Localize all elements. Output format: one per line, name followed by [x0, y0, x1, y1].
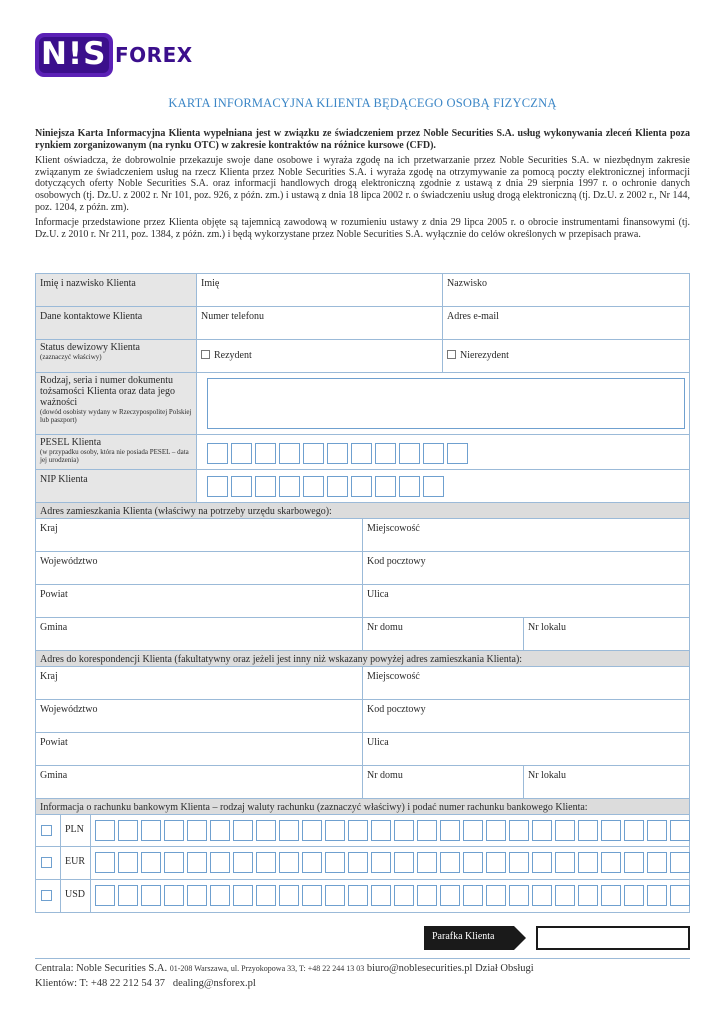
nip-digit-box[interactable] — [375, 476, 396, 497]
account-digit-box[interactable] — [624, 852, 644, 873]
corr-postal-field[interactable] — [363, 700, 689, 732]
first-name-field[interactable] — [197, 274, 443, 306]
account-digit-box[interactable] — [601, 820, 621, 841]
account-digit-box[interactable] — [394, 820, 414, 841]
usd-account-cell — [91, 880, 689, 912]
account-digit-box[interactable] — [578, 885, 598, 906]
pesel-input[interactable] — [207, 443, 471, 464]
account-digit-box[interactable] — [348, 852, 368, 873]
row-corr-country — [36, 667, 689, 700]
pesel-note: (w przypadku osoby, która nie posiada PESEL – data jej urodzenia) — [40, 448, 189, 464]
account-digit-box[interactable] — [141, 852, 161, 873]
res-commune-label: Gmina — [40, 622, 68, 633]
account-digit-box[interactable] — [532, 820, 552, 841]
row-bank-pln — [36, 815, 689, 847]
row-res-country — [36, 519, 689, 552]
corr-street-field[interactable] — [363, 733, 689, 765]
email-label: Adres e-mail — [447, 311, 499, 322]
res-voivodeship-field[interactable] — [36, 552, 363, 584]
usd-checkbox[interactable] — [41, 890, 52, 901]
res-house-field[interactable] — [363, 618, 524, 650]
account-digit-box[interactable] — [233, 885, 253, 906]
account-digit-box[interactable] — [463, 852, 483, 873]
row-status — [36, 340, 689, 373]
residence-header: Adres zamieszkania Klienta (właściwy na potrzeby urzędu skarbowego): — [36, 503, 689, 518]
phone-label: Numer telefonu — [201, 311, 265, 322]
footer-central-email: biuro@noblesecurities.pl Dział Obsługi — [366, 963, 534, 974]
account-digit-box[interactable] — [463, 885, 483, 906]
pln-checkbox-cell — [36, 815, 61, 846]
account-digit-box[interactable] — [371, 852, 391, 873]
res-flat-field[interactable] — [524, 618, 689, 650]
account-digit-box[interactable] — [624, 820, 644, 841]
eur-account-cell — [91, 847, 689, 879]
row-contact — [36, 307, 689, 340]
account-digit-box[interactable] — [624, 885, 644, 906]
account-digit-box[interactable] — [210, 885, 230, 906]
account-digit-box[interactable] — [210, 820, 230, 841]
account-digit-box[interactable] — [463, 820, 483, 841]
eur-account-input[interactable] — [95, 852, 693, 873]
pesel-digit-box[interactable] — [279, 443, 300, 464]
corr-postal-label: Kod pocztowy — [367, 704, 426, 715]
account-digit-box[interactable] — [279, 852, 299, 873]
pesel-label-cell — [36, 435, 197, 469]
corr-city-field[interactable] — [363, 667, 689, 699]
corr-flat-field[interactable] — [524, 766, 689, 798]
account-digit-box[interactable] — [348, 820, 368, 841]
account-digit-box[interactable] — [509, 852, 529, 873]
account-digit-box[interactable] — [555, 852, 575, 873]
corr-header: Adres do korespondencji Klienta (fakultatywny oraz jeżeli jest inny niż wskazany powyżej adres zamieszkania Klienta): — [36, 651, 689, 666]
row-bank-eur — [36, 847, 689, 880]
account-digit-box[interactable] — [187, 885, 207, 906]
account-digit-box[interactable] — [509, 885, 529, 906]
corr-county-label: Powiat — [40, 737, 68, 748]
email-field[interactable] — [443, 307, 689, 339]
eur-label: EUR — [61, 847, 91, 879]
account-digit-box[interactable] — [371, 820, 391, 841]
footer-clients-label: Klientów: — [35, 978, 77, 989]
id-label: Rodzaj, seria i numer dokumentu tożsamości Klienta oraz data jego ważności — [40, 375, 175, 408]
pln-account-cell — [91, 815, 689, 846]
nip-field-cell — [197, 470, 689, 502]
account-digit-box[interactable] — [279, 820, 299, 841]
logo-ns-text: N!S — [41, 36, 107, 72]
pesel-digit-box[interactable] — [327, 443, 348, 464]
account-digit-box[interactable] — [141, 885, 161, 906]
logo-forex-text: FOREX — [115, 43, 193, 67]
account-digit-box[interactable] — [440, 852, 460, 873]
intro-paragraph-3: Informacje przedstawione przez Klienta objęte są tajemnicą zawodową w rozumieniu ustawy z dnia 29 lipca 2005 r. o obrocie instrumentami finansowymi (tj. Dz.U. z 2010 r. Nr 211, poz. 1384, z późn. zm.) i będą wykorzystane przez Noble Securities S.A. wyłącznie do celów określonych w przepisach prawa. — [35, 217, 690, 240]
nip-digit-box[interactable] — [423, 476, 444, 497]
nip-digit-box[interactable] — [327, 476, 348, 497]
corr-voivodeship-label: Województwo — [40, 704, 98, 715]
nip-label: NIP Klienta — [36, 470, 197, 502]
nip-digit-box[interactable] — [303, 476, 324, 497]
account-digit-box[interactable] — [486, 852, 506, 873]
corr-commune-label: Gmina — [40, 770, 68, 781]
contact-label: Dane kontaktowe Klienta — [36, 307, 197, 339]
row-nip — [36, 470, 689, 503]
nip-digit-box[interactable] — [279, 476, 300, 497]
nip-digit-box[interactable] — [351, 476, 372, 497]
corr-country-label: Kraj — [40, 671, 58, 682]
account-digit-box[interactable] — [302, 885, 322, 906]
row-residence-header — [36, 503, 689, 519]
row-id-document — [36, 373, 689, 435]
account-digit-box[interactable] — [647, 885, 667, 906]
res-county-field[interactable] — [36, 585, 363, 617]
account-digit-box[interactable] — [486, 820, 506, 841]
pesel-digit-box[interactable] — [375, 443, 396, 464]
res-voivodeship-label: Województwo — [40, 556, 98, 567]
nip-digit-box[interactable] — [399, 476, 420, 497]
account-digit-box[interactable] — [233, 852, 253, 873]
res-street-label: Ulica — [367, 589, 389, 600]
account-digit-box[interactable] — [555, 885, 575, 906]
footer-divider — [35, 958, 690, 959]
first-name-label: Imię — [201, 278, 220, 289]
account-digit-box[interactable] — [210, 852, 230, 873]
corr-country-field[interactable] — [36, 667, 363, 699]
account-digit-box[interactable] — [670, 820, 690, 841]
footer-central-main: Noble Securities S.A. — [76, 963, 168, 974]
account-digit-box[interactable] — [486, 885, 506, 906]
corr-house-label: Nr domu — [367, 770, 403, 781]
row-bank-header — [36, 799, 689, 815]
logo-badge — [35, 33, 113, 77]
account-digit-box[interactable] — [532, 852, 552, 873]
account-digit-box[interactable] — [118, 885, 138, 906]
account-digit-box[interactable] — [164, 852, 184, 873]
account-digit-box[interactable] — [555, 820, 575, 841]
nonresident-label: Nierezydent — [460, 350, 509, 361]
account-digit-box[interactable] — [440, 820, 460, 841]
paraf-label-arrow — [424, 926, 526, 950]
account-digit-box[interactable] — [256, 820, 276, 841]
res-street-field[interactable] — [363, 585, 689, 617]
corr-flat-label: Nr lokalu — [528, 770, 567, 781]
eur-checkbox[interactable] — [41, 857, 52, 868]
nonresident-checkbox[interactable] — [447, 350, 456, 359]
row-res-commune — [36, 618, 689, 651]
corr-street-label: Ulica — [367, 737, 389, 748]
footer-central — [35, 963, 690, 974]
usd-account-input[interactable] — [95, 885, 693, 906]
account-digit-box[interactable] — [647, 852, 667, 873]
account-digit-box[interactable] — [394, 852, 414, 873]
resident-checkbox[interactable] — [201, 350, 210, 359]
res-city-label: Miejscowość — [367, 523, 420, 534]
bank-header: Informacja o rachunku bankowym Klienta – rodzaj waluty rachunku (zaznaczyć właściwy) i podać numer rachunku bankowego Klienta: — [36, 799, 689, 814]
resident-option[interactable] — [197, 340, 443, 372]
footer-central-label: Centrala: — [35, 963, 74, 974]
account-digit-box[interactable] — [95, 885, 115, 906]
account-digit-box[interactable] — [187, 820, 207, 841]
pesel-digit-box[interactable] — [255, 443, 276, 464]
logo — [35, 33, 193, 77]
account-digit-box[interactable] — [394, 885, 414, 906]
account-digit-box[interactable] — [417, 852, 437, 873]
account-digit-box[interactable] — [532, 885, 552, 906]
status-note: (zaznaczyć właściwy) — [40, 353, 102, 361]
row-res-voivodeship — [36, 552, 689, 585]
nonresident-option[interactable] — [443, 340, 689, 372]
account-digit-box[interactable] — [256, 885, 276, 906]
row-res-county — [36, 585, 689, 618]
client-form — [35, 273, 690, 913]
corr-voivodeship-field[interactable] — [36, 700, 363, 732]
footer-central-address: 01-208 Warszawa, ul. Przyokopowa 33, T: +48 22 244 13 03 — [169, 964, 365, 973]
account-digit-box[interactable] — [279, 885, 299, 906]
pesel-digit-box[interactable] — [231, 443, 252, 464]
account-digit-box[interactable] — [670, 852, 690, 873]
account-digit-box[interactable] — [302, 820, 322, 841]
pesel-digit-box[interactable] — [351, 443, 372, 464]
account-digit-box[interactable] — [578, 852, 598, 873]
resident-label: Rezydent — [214, 350, 252, 361]
id-label-cell — [36, 373, 197, 434]
account-digit-box[interactable] — [578, 820, 598, 841]
account-digit-box[interactable] — [95, 852, 115, 873]
account-digit-box[interactable] — [233, 820, 253, 841]
row-name — [36, 274, 689, 307]
last-name-field[interactable] — [443, 274, 689, 306]
account-digit-box[interactable] — [440, 885, 460, 906]
footer-clients — [35, 978, 690, 989]
pesel-label: PESEL Klienta — [40, 437, 102, 448]
paraf-signature-box[interactable] — [536, 926, 690, 950]
eur-checkbox-cell — [36, 847, 61, 879]
row-corr-voivodeship — [36, 700, 689, 733]
nip-digit-box[interactable] — [231, 476, 252, 497]
pln-checkbox[interactable] — [41, 825, 52, 836]
row-corr-commune — [36, 766, 689, 799]
row-corr-header — [36, 651, 689, 667]
status-label: Status dewizowy Klienta — [40, 342, 140, 353]
account-digit-box[interactable] — [601, 885, 621, 906]
account-digit-box[interactable] — [647, 820, 667, 841]
res-flat-label: Nr lokalu — [528, 622, 567, 633]
last-name-label: Nazwisko — [447, 278, 487, 289]
account-digit-box[interactable] — [417, 885, 437, 906]
account-digit-box[interactable] — [187, 852, 207, 873]
id-note: (dowód osobisty wydany w Rzeczypospolitej Polskiej lub paszport) — [40, 408, 192, 424]
name-label: Imię i nazwisko Klienta — [36, 274, 197, 306]
res-postal-label: Kod pocztowy — [367, 556, 426, 567]
pesel-digit-box[interactable] — [447, 443, 468, 464]
intro-text — [35, 128, 690, 244]
row-pesel — [36, 435, 689, 470]
pesel-field-cell — [197, 435, 689, 469]
account-digit-box[interactable] — [95, 820, 115, 841]
res-postal-field[interactable] — [363, 552, 689, 584]
account-digit-box[interactable] — [325, 885, 345, 906]
intro-paragraph-2: Klient oświadcza, że dobrowolnie przekazuje swoje dane osobowe i wyraża zgodę na ich przetwarzanie przez Noble Securities S.A. w niezbędnym zakresie związanym ze świadczeniem usług na rzecz Klienta przez Noble Securities S.A. i wyraża zgodę na otrzymywanie za pomocą poczty elektronicznej informacji dotyczących oferty Noble Securities S.A. oraz informacji handlowych drogą elektroniczną zgodnie z ustawą z dnia 29 sierpnia 1997 r. o ochronie danych osobowych (tj. Dz.U. z 2002 r. Nr 101, poz. 926, z późn. zm.) i ustawą z dnia 18 lipca 2002 r. o świadczeniu usług drogą elektroniczną (tj. Dz.U. z 2002 r., Nr 144, poz. 1204, z późn. zm). — [35, 155, 690, 213]
corr-city-label: Miejscowość — [367, 671, 420, 682]
page-title: KARTA INFORMACYJNA KLIENTA BĘDĄCEGO OSOBĄ FIZYCZNĄ — [168, 96, 557, 110]
account-digit-box[interactable] — [164, 885, 184, 906]
account-digit-box[interactable] — [118, 852, 138, 873]
footer-clients-info: T: +48 22 212 54 37 dealing@nsforex.pl — [79, 978, 256, 989]
id-field-cell — [197, 373, 689, 434]
account-digit-box[interactable] — [417, 820, 437, 841]
pesel-digit-box[interactable] — [207, 443, 228, 464]
res-commune-field[interactable] — [36, 618, 363, 650]
account-digit-box[interactable] — [118, 820, 138, 841]
pesel-digit-box[interactable] — [399, 443, 420, 464]
status-label-cell — [36, 340, 197, 372]
pln-label: PLN — [61, 815, 91, 846]
corr-house-field[interactable] — [363, 766, 524, 798]
account-digit-box[interactable] — [256, 852, 276, 873]
account-digit-box[interactable] — [164, 820, 184, 841]
paraf-label: Parafka Klienta — [432, 931, 495, 942]
res-country-field[interactable] — [36, 519, 363, 551]
account-digit-box[interactable] — [348, 885, 368, 906]
usd-checkbox-cell — [36, 880, 61, 912]
account-digit-box[interactable] — [325, 852, 345, 873]
res-house-label: Nr domu — [367, 622, 403, 633]
account-digit-box[interactable] — [509, 820, 529, 841]
account-digit-box[interactable] — [670, 885, 690, 906]
res-city-field[interactable] — [363, 519, 689, 551]
pln-account-input[interactable] — [95, 820, 693, 841]
intro-paragraph-1: Niniejsza Karta Informacyjna Klienta wypełniana jest w związku ze świadczeniem przez Noble Securities S.A. usług wykonywania zleceń Klienta poza rynkiem zorganizowanym (na rynku OTC) w zakresie kontraktów na różnice kursowe (CFD). — [35, 128, 690, 151]
pesel-digit-box[interactable] — [423, 443, 444, 464]
account-digit-box[interactable] — [371, 885, 391, 906]
pesel-digit-box[interactable] — [303, 443, 324, 464]
corr-commune-field[interactable] — [36, 766, 363, 798]
phone-field[interactable] — [197, 307, 443, 339]
id-document-input[interactable] — [207, 378, 685, 429]
res-country-label: Kraj — [40, 523, 58, 534]
usd-label: USD — [61, 880, 91, 912]
nip-digit-box[interactable] — [255, 476, 276, 497]
account-digit-box[interactable] — [601, 852, 621, 873]
account-digit-box[interactable] — [302, 852, 322, 873]
row-corr-county — [36, 733, 689, 766]
nip-input[interactable] — [207, 476, 447, 497]
account-digit-box[interactable] — [141, 820, 161, 841]
row-bank-usd — [36, 880, 689, 912]
nip-digit-box[interactable] — [207, 476, 228, 497]
account-digit-box[interactable] — [325, 820, 345, 841]
res-county-label: Powiat — [40, 589, 68, 600]
corr-county-field[interactable] — [36, 733, 363, 765]
